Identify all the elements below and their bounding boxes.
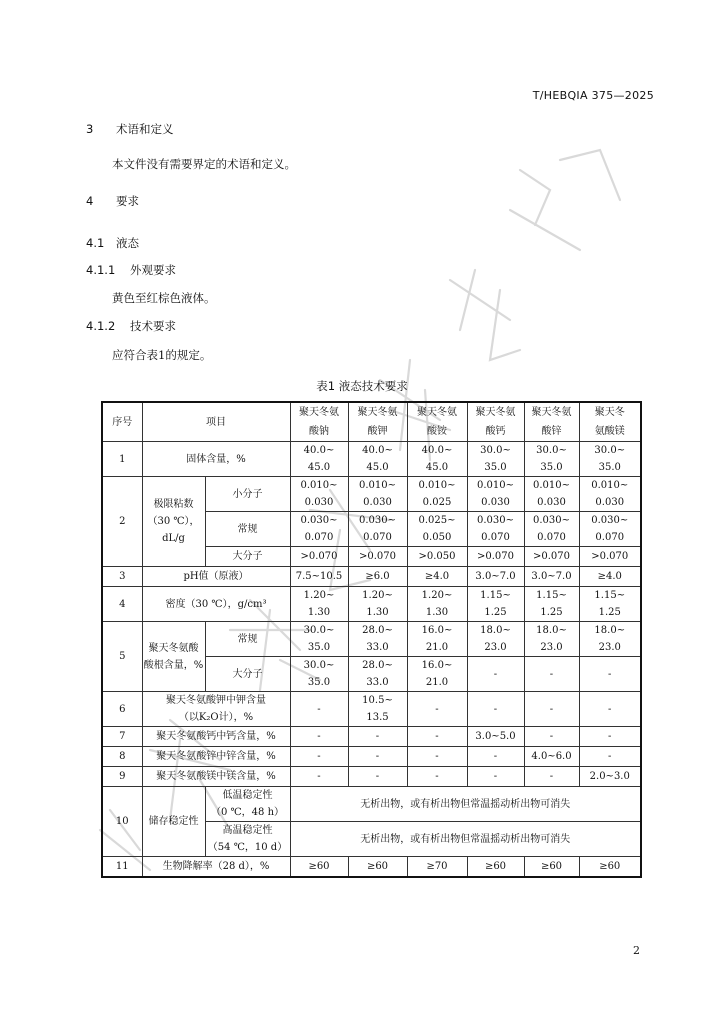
cell: 0.025~ 0.050 bbox=[407, 512, 467, 547]
cell: 40.0~ 45.0 bbox=[407, 442, 467, 477]
sub-item-label: 常规 bbox=[205, 512, 290, 547]
row-item: 密度（30 ℃），g/cm³ bbox=[142, 587, 290, 622]
cell: 18.0~ 23.0 bbox=[467, 622, 524, 657]
row-no: 9 bbox=[102, 767, 142, 787]
cell: 30.0~ 35.0 bbox=[467, 442, 524, 477]
table-row bbox=[102, 622, 641, 657]
cell: >0.070 bbox=[290, 547, 348, 567]
header-col: 聚天冬氨 酸铵 bbox=[407, 402, 467, 442]
row-item: 极限粘数 （30 ℃）， dL/g bbox=[142, 477, 205, 567]
row-item: 聚天冬氨酸钾中钾含量 （以K₂O计），% bbox=[142, 692, 290, 727]
table-row bbox=[102, 477, 641, 512]
cell: 40.0~ 45.0 bbox=[348, 442, 407, 477]
table-row bbox=[102, 567, 641, 587]
row-item: 聚天冬氨酸 酸根含量，% bbox=[142, 622, 205, 692]
row-no: 11 bbox=[102, 857, 142, 878]
cell: ≥60 bbox=[290, 857, 348, 878]
row-no: 8 bbox=[102, 747, 142, 767]
table-row bbox=[102, 442, 641, 477]
cell: - bbox=[579, 747, 641, 767]
cell: 30.0~ 35.0 bbox=[524, 442, 579, 477]
cell: ≥60 bbox=[467, 857, 524, 878]
cell: 10.5~ 13.5 bbox=[348, 692, 407, 727]
page-number: 2 bbox=[633, 944, 640, 957]
cell: 1.15~ 1.25 bbox=[467, 587, 524, 622]
cell: ≥6.0 bbox=[348, 567, 407, 587]
cell: 28.0~ 33.0 bbox=[348, 657, 407, 692]
cell: 16.0~ 21.0 bbox=[407, 657, 467, 692]
cell: 0.030~ 0.070 bbox=[290, 512, 348, 547]
row-item: 生物降解率（28 d），% bbox=[142, 857, 290, 878]
header-seq: 序号 bbox=[102, 402, 142, 442]
cell: - bbox=[467, 657, 524, 692]
cell: 3.0~7.0 bbox=[467, 567, 524, 587]
header-col: 聚天冬 氨酸镁 bbox=[579, 402, 641, 442]
cell: ≥4.0 bbox=[407, 567, 467, 587]
cell: 0.010~ 0.025 bbox=[407, 477, 467, 512]
section-4-1-2-heading: 4.1.2 技术要求 bbox=[86, 319, 176, 333]
cell: - bbox=[290, 747, 348, 767]
sub-item-label: 大分子 bbox=[205, 547, 290, 567]
table-row bbox=[102, 857, 641, 878]
cell: 1.20~ 1.30 bbox=[407, 587, 467, 622]
table-row bbox=[102, 587, 641, 622]
row-no: 3 bbox=[102, 567, 142, 587]
cell: ≥60 bbox=[579, 857, 641, 878]
cell: 0.030~ 0.070 bbox=[524, 512, 579, 547]
cell: - bbox=[524, 692, 579, 727]
cell: 0.010~ 0.030 bbox=[579, 477, 641, 512]
cell: 0.010~ 0.030 bbox=[348, 477, 407, 512]
cell: - bbox=[467, 747, 524, 767]
cell: 30.0~ 35.0 bbox=[290, 622, 348, 657]
cell: - bbox=[524, 657, 579, 692]
sub-item-label: 高温稳定性 （54 ℃，10 d） bbox=[205, 822, 290, 857]
cell: >0.070 bbox=[467, 547, 524, 567]
row-no: 1 bbox=[102, 442, 142, 477]
cell: - bbox=[290, 727, 348, 747]
table-row bbox=[102, 767, 641, 787]
row-no: 5 bbox=[102, 622, 142, 692]
cell: ≥4.0 bbox=[579, 567, 641, 587]
document-id: T/HEBQIA 375—2025 bbox=[532, 89, 654, 102]
cell: - bbox=[579, 727, 641, 747]
cell: - bbox=[524, 767, 579, 787]
cell: - bbox=[467, 767, 524, 787]
cell: 0.010~ 0.030 bbox=[290, 477, 348, 512]
cell: 0.030~ 0.070 bbox=[348, 512, 407, 547]
cell: - bbox=[407, 747, 467, 767]
cell: 3.0~7.0 bbox=[524, 567, 579, 587]
section-4-1-1-heading: 4.1.1 外观要求 bbox=[86, 263, 176, 277]
row-item: 聚天冬氨酸锌中锌含量，% bbox=[142, 747, 290, 767]
cell: 30.0~ 35.0 bbox=[290, 657, 348, 692]
row-item: 聚天冬氨酸镁中镁含量，% bbox=[142, 767, 290, 787]
header-col: 聚天冬氨 酸锌 bbox=[524, 402, 579, 442]
table-row bbox=[102, 727, 641, 747]
cell: 18.0~ 23.0 bbox=[524, 622, 579, 657]
cell: ≥60 bbox=[524, 857, 579, 878]
cell: - bbox=[524, 727, 579, 747]
cell: 无析出物，或有析出物但常温摇动析出物可消失 bbox=[290, 822, 641, 857]
row-no: 6 bbox=[102, 692, 142, 727]
table-header-row bbox=[102, 402, 641, 442]
section-4-1-heading: 4.1 液态 bbox=[86, 236, 139, 250]
cell: - bbox=[579, 692, 641, 727]
cell: - bbox=[407, 767, 467, 787]
cell: ≥60 bbox=[348, 857, 407, 878]
liquid-spec-table bbox=[101, 401, 642, 878]
cell: - bbox=[407, 692, 467, 727]
cell: 无析出物，或有析出物但常温摇动析出物可消失 bbox=[290, 787, 641, 822]
row-item: pH值（原液） bbox=[142, 567, 290, 587]
table-row bbox=[102, 787, 641, 822]
header-col: 聚天冬氨 酸钙 bbox=[467, 402, 524, 442]
row-item: 聚天冬氨酸钙中钙含量，% bbox=[142, 727, 290, 747]
section-3-text: 本文件没有需要界定的术语和定义。 bbox=[112, 157, 296, 171]
cell: 28.0~ 33.0 bbox=[348, 622, 407, 657]
cell: 2.0~3.0 bbox=[579, 767, 641, 787]
table-row bbox=[102, 692, 641, 727]
table-caption: 表1 液态技术要求 bbox=[316, 379, 408, 393]
cell: >0.050 bbox=[407, 547, 467, 567]
section-3-heading: 3 术语和定义 bbox=[86, 122, 174, 136]
cell: 40.0~ 45.0 bbox=[290, 442, 348, 477]
cell: - bbox=[348, 727, 407, 747]
cell: ≥70 bbox=[407, 857, 467, 878]
row-no: 7 bbox=[102, 727, 142, 747]
cell: 16.0~ 21.0 bbox=[407, 622, 467, 657]
cell: 1.20~ 1.30 bbox=[290, 587, 348, 622]
sub-item-label: 小分子 bbox=[205, 477, 290, 512]
row-no: 2 bbox=[102, 477, 142, 567]
cell: 4.0~6.0 bbox=[524, 747, 579, 767]
cell: 1.15~ 1.25 bbox=[579, 587, 641, 622]
sub-item-label: 低温稳定性 （0 ℃，48 h） bbox=[205, 787, 290, 822]
section-4-1-2-text: 应符合表1的规定。 bbox=[112, 348, 212, 362]
header-col: 聚天冬氨 酸钠 bbox=[290, 402, 348, 442]
cell: 0.030~ 0.070 bbox=[467, 512, 524, 547]
cell: - bbox=[290, 692, 348, 727]
cell: 1.15~ 1.25 bbox=[524, 587, 579, 622]
cell: >0.070 bbox=[579, 547, 641, 567]
table-row bbox=[102, 747, 641, 767]
cell: >0.070 bbox=[348, 547, 407, 567]
cell: - bbox=[407, 727, 467, 747]
cell: - bbox=[467, 692, 524, 727]
cell: 3.0~5.0 bbox=[467, 727, 524, 747]
cell: 0.010~ 0.030 bbox=[467, 477, 524, 512]
cell: - bbox=[348, 747, 407, 767]
cell: - bbox=[579, 657, 641, 692]
row-no: 4 bbox=[102, 587, 142, 622]
cell: 0.030~ 0.070 bbox=[579, 512, 641, 547]
cell: 0.010~ 0.030 bbox=[524, 477, 579, 512]
row-no: 10 bbox=[102, 787, 142, 857]
sub-item-label: 常规 bbox=[205, 622, 290, 657]
cell: - bbox=[290, 767, 348, 787]
section-4-heading: 4 要求 bbox=[86, 194, 139, 208]
cell: - bbox=[348, 767, 407, 787]
sub-item-label: 大分子 bbox=[205, 657, 290, 692]
cell: >0.070 bbox=[524, 547, 579, 567]
cell: 30.0~ 35.0 bbox=[579, 442, 641, 477]
row-item: 固体含量，% bbox=[142, 442, 290, 477]
cell: 7.5~10.5 bbox=[290, 567, 348, 587]
header-item: 项目 bbox=[142, 402, 290, 442]
header-col: 聚天冬氨 酸钾 bbox=[348, 402, 407, 442]
cell: 18.0~ 23.0 bbox=[579, 622, 641, 657]
row-item: 储存稳定性 bbox=[142, 787, 205, 857]
section-4-1-1-text: 黄色至红棕色液体。 bbox=[112, 291, 216, 305]
cell: 1.20~ 1.30 bbox=[348, 587, 407, 622]
